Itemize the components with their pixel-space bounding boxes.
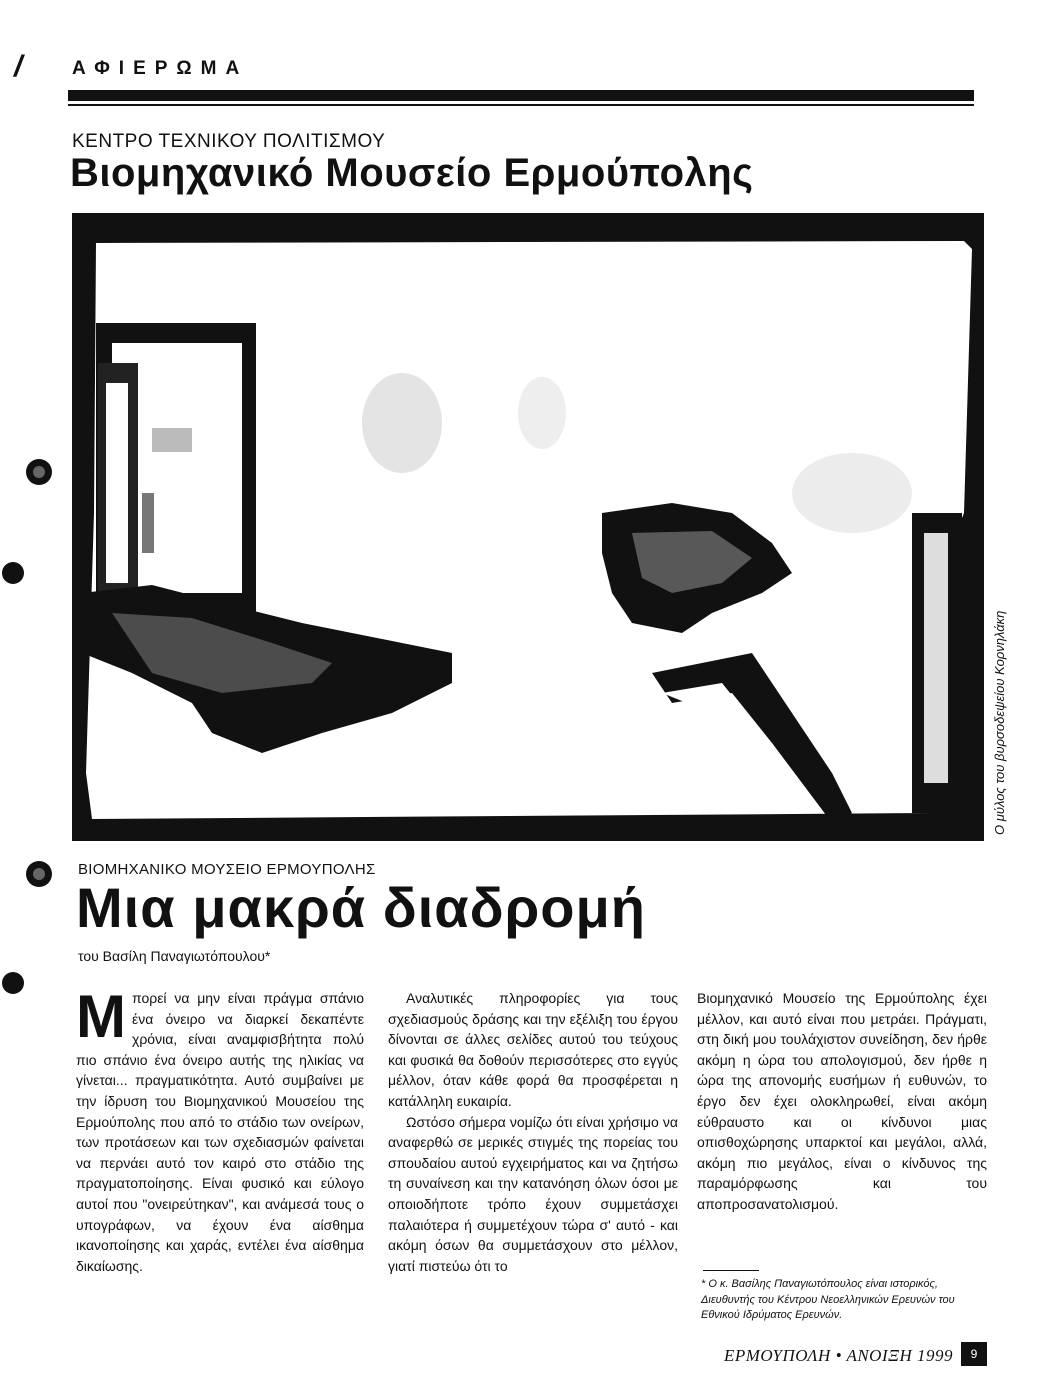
binder-hole xyxy=(26,459,52,485)
column-2 xyxy=(388,988,678,1276)
paragraph: Βιομηχανικό Μουσείο της Ερμούπολης έχει μέλλον, και αυτό είναι που μετράει. Πράγματι, στη δική μου τουλάχιστον συνείδηση, δεν ήρθε ακόμη η ώρα του απολογισμού, δεν ήρθε η ώρα της απονομής ευσήμων ή ευθυνών, το έργο δεν έχει ολοκληρωθεί, είναι ακόμη εύθραυστο και οι κίνδυνοι μιας οπισθοχώρησης υπαρκτοί και μεγάλοι, αλλά, ακόμη πιο μεγάλος, είναι ο κίνδυνος της παραμόρφωσης και του αποπροσανατολισμού. xyxy=(697,990,987,1212)
header-rule xyxy=(68,90,974,101)
byline: του Βασίλη Παναγιωτόπουλου* xyxy=(78,948,271,964)
column-1 xyxy=(76,983,364,1276)
binder-hole xyxy=(2,972,24,994)
paragraph: Αναλυτικές πληροφορίες για τους σχεδιασμούς δράσης και την εξέλιξη του έργου δίνονται σε άλλες σελίδες αυτού του τεύχους και φυσικά θα δοθούν περισσότερες στο εγγύς μέλλον, όταν κάθε φορά θα προσφέρεται η κατάλληλη ευκαιρία. xyxy=(388,990,678,1109)
paragraph: Ωστόσο σήμερα νομίζω ότι είναι χρήσιμο να αναφερθώ σε μερικές στιγμές της πορείας του σπουδαίου αυτού εγχειρήματος και να ζητήσω τη συναίνεση και την κατανόηση όλων όσοι με οποιοδήποτε τρόπο έχουν συμμετάσχει παλαιότερα ή συμμετέχουν τώρα σ' αυτό - και ακόμη όσων θα συμμετάσχουν στο μέλλον, γιατί πιστεύω ότι το xyxy=(388,1113,678,1274)
page-number: 9 xyxy=(961,1342,987,1366)
photo-credit: Ο μύλος του βυρσοδεψείου Κορνηλάκη xyxy=(992,610,1007,835)
paragraph-text: πορεί να μην είναι πράγμα σπάνιο ένα όνειρο να διαρκεί δεκαπέντε χρόνια, είναι αναμφισβήτητα πολύ πιο σπάνιο ένα όνειρο αυτής της ηλικίας να γίνεται... πραγματικότητα. Αυτό συμβαίνει με την ίδρυση του Βιομηχανικού Μουσείου της Ερμούπολης που από το στάδιο των ονείρων, των προτάσεων και των σχεδιασμών φαίνεται να περνάει αυτό τον καιρό στο στάδιο της πραγματοποίησης. Είναι φυσικό και εύλογο αυτοί που "ονειρεύτηκαν", και ανάμεσά τους ο υπογράφων, να έχουν ένα αίσθημα ικανοποίησης και χαράς, εντέλει ένα αίσθημα δικαίωσης. xyxy=(76,990,364,1274)
paragraph xyxy=(76,983,364,1276)
feature-supertitle: ΚΕΝΤΡΟ ΤΕΧΝΙΚΟΥ ΠΟΛΙΤΙΣΜΟΥ xyxy=(72,131,386,152)
column-3 xyxy=(697,988,987,1215)
feature-title: Βιομηχανικό Μουσείο Ερμούπολης xyxy=(70,151,754,195)
publication-footer: ΕΡΜΟΥΠΟΛΗ • ΑΝΟΙΞΗ 1999 xyxy=(724,1346,954,1365)
footnote: * Ο κ. Βασίλης Παναγιωτόπουλος είναι ιστορικός, Διευθυντής του Κέντρου Νεοελληνικών Ερευνών του Εθνικού Ιδρύματος Ερευνών. xyxy=(701,1278,955,1321)
article-kicker: ΒΙΟΜΗΧΑΝΙΚΟ ΜΟΥΣΕΙΟ ΕΡΜΟΥΠΟΛΗΣ xyxy=(78,861,376,878)
article-title: Μια μακρά διαδρομή xyxy=(76,876,646,939)
binder-hole xyxy=(2,562,24,584)
header-mark: / xyxy=(14,50,23,83)
section-label: ΑΦΙΕΡΩΜΑ xyxy=(72,58,249,79)
mill-photo xyxy=(72,213,984,841)
binder-hole xyxy=(26,861,52,887)
footnote-rule xyxy=(703,1270,759,1271)
header-rule-thin xyxy=(68,104,974,106)
drop-cap: Μ xyxy=(76,983,126,1050)
